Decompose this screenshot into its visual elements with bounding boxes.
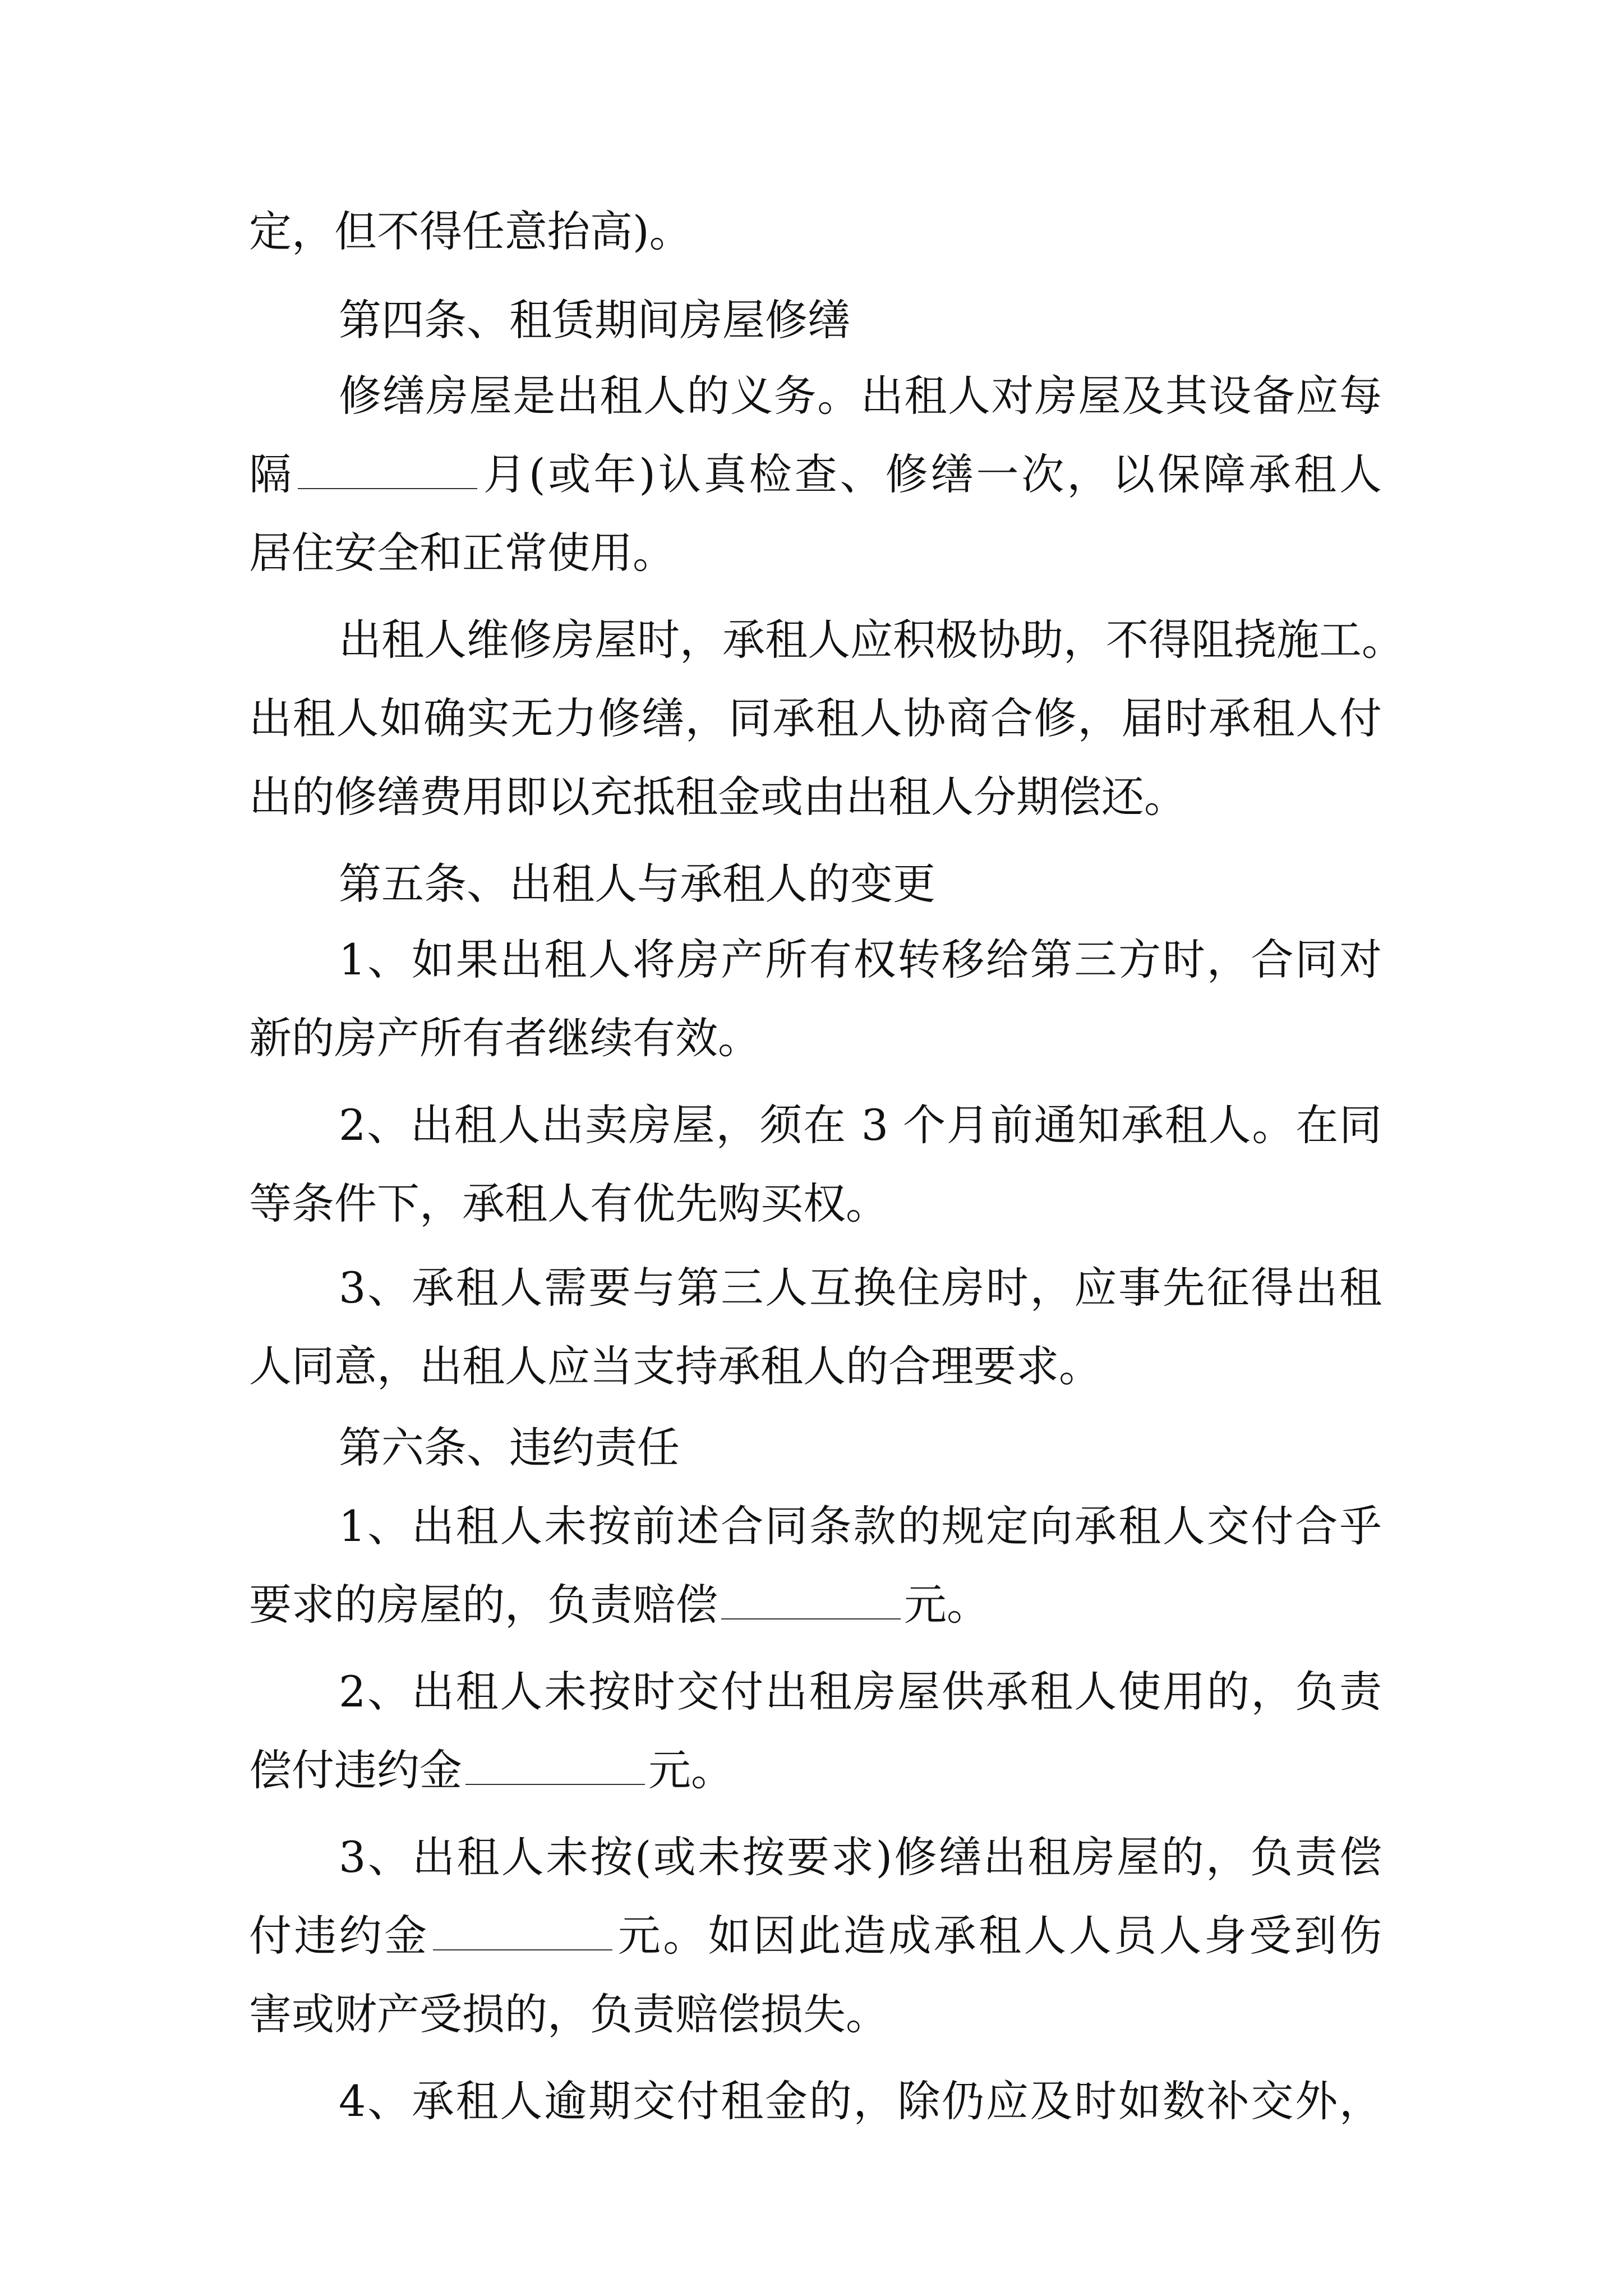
text-fragment: 付违约金: [249, 1911, 430, 1961]
text-fragment: 隔: [249, 449, 294, 499]
text-line: [249, 1896, 1382, 1976]
text-line: [249, 1731, 1382, 1810]
text-line: 出的修缮费用即以充抵租金或由出租人分期偿还。: [249, 772, 1187, 822]
text-line: 出租人如确实无力修缮，同承租人协商合修，届时承租人付: [249, 693, 1382, 743]
fill-in-blank: [433, 1915, 612, 1950]
text-fragment: 元。: [904, 1580, 989, 1630]
text-line: 3、出租人未按(或未按要求)修缮出租房屋的，负责偿: [339, 1832, 1382, 1882]
fill-in-blank: [721, 1584, 901, 1619]
text-fragment: 要求的房屋的，负责赔偿: [249, 1580, 718, 1630]
fill-in-blank: [465, 1749, 645, 1785]
text-line: [249, 1565, 1382, 1645]
section-heading-article-4: 第四条、租赁期间房屋修缮: [339, 295, 850, 345]
text-fragment: 元。: [648, 1745, 734, 1795]
text-fragment: 偿付违约金: [249, 1745, 462, 1795]
text-line: [249, 435, 1382, 514]
text-line: 1、出租人未按前述合同条款的规定向承租人交付合乎: [339, 1501, 1382, 1551]
text-line: 修缮房屋是出租人的义务。出租人对房屋及其设备应每: [339, 371, 1382, 421]
text-line: 2、出租人出卖房屋，须在 3 个月前通知承租人。在同: [339, 1100, 1382, 1150]
text-line: 居住安全和正常使用。: [249, 528, 675, 578]
text-line: 害或财产受损的，负责赔偿损失。: [249, 1989, 888, 2039]
text-line: 新的房产所有者继续有效。: [249, 1013, 760, 1063]
text-line: 2、出租人未按时交付出租房屋供承租人使用的，负责: [339, 1667, 1382, 1717]
section-heading-article-5: 第五条、出租人与承租人的变更: [339, 859, 935, 909]
fill-in-blank: [298, 453, 477, 489]
text-fragment: 月(或年)认真检查、修缮一次，以保障承租人: [480, 449, 1382, 499]
text-line: 人同意，出租人应当支持承租人的合理要求。: [249, 1341, 1101, 1391]
text-line: 定，但不得任意抬高)。: [249, 206, 692, 256]
text-fragment: 元。如因此造成承租人人员人身受到伤: [615, 1911, 1382, 1961]
section-heading-article-6: 第六条、违约责任: [339, 1423, 680, 1473]
text-line: 出租人维修房屋时，承租人应积极协助，不得阻挠施工。: [339, 615, 1404, 665]
text-line: 1、如果出租人将房产所有权转移给第三方时，合同对: [339, 935, 1382, 984]
text-line: 4、承租人逾期交付租金的，除仍应及时如数补交外，: [339, 2076, 1382, 2126]
text-line: 等条件下，承租人有优先购买权。: [249, 1179, 888, 1228]
text-line: 3、承租人需要与第三人互换住房时，应事先征得出租: [339, 1263, 1382, 1313]
